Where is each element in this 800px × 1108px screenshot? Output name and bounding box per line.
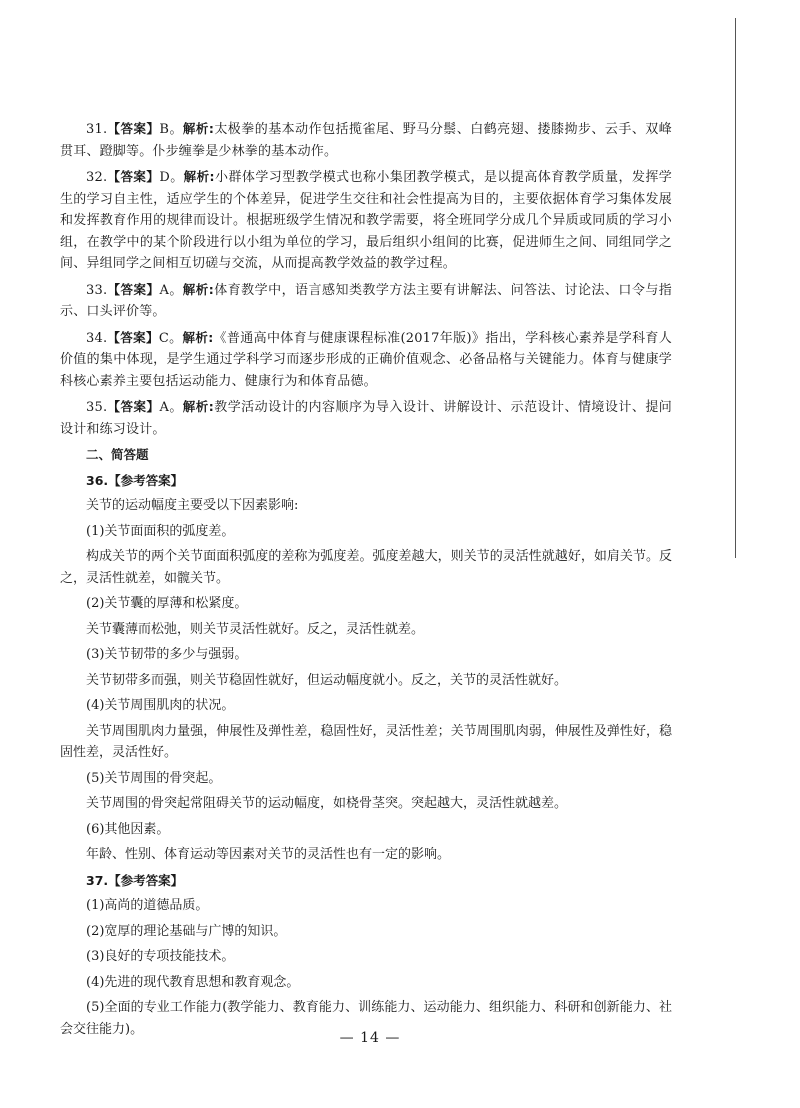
question-35 [60,396,672,440]
page-number: — 14 — [339,1030,401,1046]
q31-answer-tag: 【答案】 [107,121,160,136]
q34-answer-letter: C。 [158,330,183,346]
q35-answer-letter: A。 [159,400,183,415]
document-body [60,118,672,1044]
q36-item: 关节囊薄而松弛，则关节灵活性就好。反之，灵活性就差。 [86,621,425,637]
question-32 [60,166,672,275]
q34-analysis-text: 《普通高中体育与健康课程标准(2017年版)》指出，学科核心素养是学科育人价值的集中体现，是学生通过学科学习而逐步形成的正确价值观念、必备品格与关键能力。体育与健康学科核心素养主要包括运动能力、健康行为和体育品德。 [60,330,672,389]
q33-number: 33. [86,282,108,298]
q36-item: 关节周围肌肉力量强，伸展性及弹性差，稳固性好，灵活性差；关节周围肌肉弱，伸展性及弹性好，稳固性差，灵活性好。 [60,723,672,760]
q36-item: (2)关节囊的厚薄和松紧度。 [86,596,248,611]
q32-analysis-text: 小群体学习型教学模式也称小集团教学模式，是以提高体育教学质量，发挥学生的学习自主性，适应学生的个体差异，促进学生交往和社会性提高为目的，主要依据体育学习集体发展和发挥教育作用的规律而设计。根据班级学生情况和教学需要，将全班同学分成几个异质或同质的学习小组，在教学中的某个阶段进行以小组为单位的学习，最后组织小组间的比赛，促进师生之间、同组同学之间、异组同学之间相互切磋与交流，从而提高教学效益的教学过程。 [60,170,672,271]
q32-answer-tag: 【答案】 [107,169,160,184]
q36-item: (1)关节面面积的弧度差。 [86,523,235,539]
q32-analysis-label: 解析: [183,169,215,184]
question-37-heading: 37.【参考答案】 [86,872,184,888]
q36-item: (6)其他因素。 [86,821,170,837]
q37-item: (5)全面的专业工作能力(教学能力、教育能力、训练能力、运动能力、组织能力、科研和创新能力、社会交往能力)。 [60,1000,672,1037]
q35-analysis-label: 解析: [182,399,214,414]
q33-answer-tag: 【答案】 [107,281,160,297]
scan-edge-line [735,18,736,558]
q37-item: (2)宽厚的理论基础与广博的知识。 [86,923,287,939]
q32-number: 32. [86,170,108,185]
question-34 [60,327,672,393]
q34-answer-tag: 【答案】 [107,329,159,345]
q33-analysis-text: 体育教学中，语言感知类教学方法主要有讲解法、问答法、讨论法、口令与指示、口头评价等。 [60,282,672,319]
q36-item: 关节韧带多而强，则关节稳固性就好，但运动幅度就小。反之，关节的灵活性就好。 [86,672,568,688]
question-33 [60,279,672,323]
q37-item: (3)良好的专项技能技术。 [86,949,235,964]
q36-item: 年龄、性别、体育运动等因素对关节的灵活性也有一定的影响。 [86,847,451,862]
q35-analysis-text: 教学活动设计的内容顺序为导入设计、讲解设计、示范设计、情境设计、提问设计和练习设计。 [60,400,672,437]
q36-intro: 关节的运动幅度主要受以下因素影响: [86,498,299,513]
q36-item: (3)关节韧带的多少与强弱。 [86,647,248,662]
q35-answer-tag: 【答案】 [107,399,160,414]
q37-item: (4)先进的现代教育思想和教育观念。 [86,974,300,990]
q36-item: 构成关节的两个关节面面积弧度的差称为弧度差。弧度差越大，则关节的灵活性就越好，如肩关节。反之，灵活性就差，如髋关节。 [60,549,672,586]
q33-analysis-label: 解析: [182,281,214,297]
q32-answer-letter: D。 [159,170,184,185]
q36-item: (5)关节周围的骨突起。 [86,770,222,786]
q35-number: 35. [86,400,108,415]
q36-item: (4)关节周围肌肉的状况。 [86,698,235,713]
q31-answer-letter: B。 [159,122,183,137]
q31-number: 31. [86,122,108,137]
q37-item: (1)高尚的道德品质。 [86,898,209,913]
q31-analysis-label: 解析: [182,121,215,136]
q34-number: 34. [86,330,108,346]
section-title-short-answer: 二、简答题 [86,447,149,462]
q31-analysis-text: 太极拳的基本动作包括揽雀尾、野马分鬃、白鹤亮翅、搂膝拗步、云手、双峰贯耳、蹬脚等。仆步缠拳是少林拳的基本动作。 [60,122,672,159]
q33-answer-letter: A。 [159,282,183,298]
q36-item: 关节周围的骨突起常阻碍关节的运动幅度，如桡骨茎突。突起越大，灵活性就越差。 [86,796,568,811]
question-31 [60,118,672,162]
question-36-heading: 36.【参考答案】 [86,472,184,488]
q34-analysis-label: 解析: [182,329,214,345]
